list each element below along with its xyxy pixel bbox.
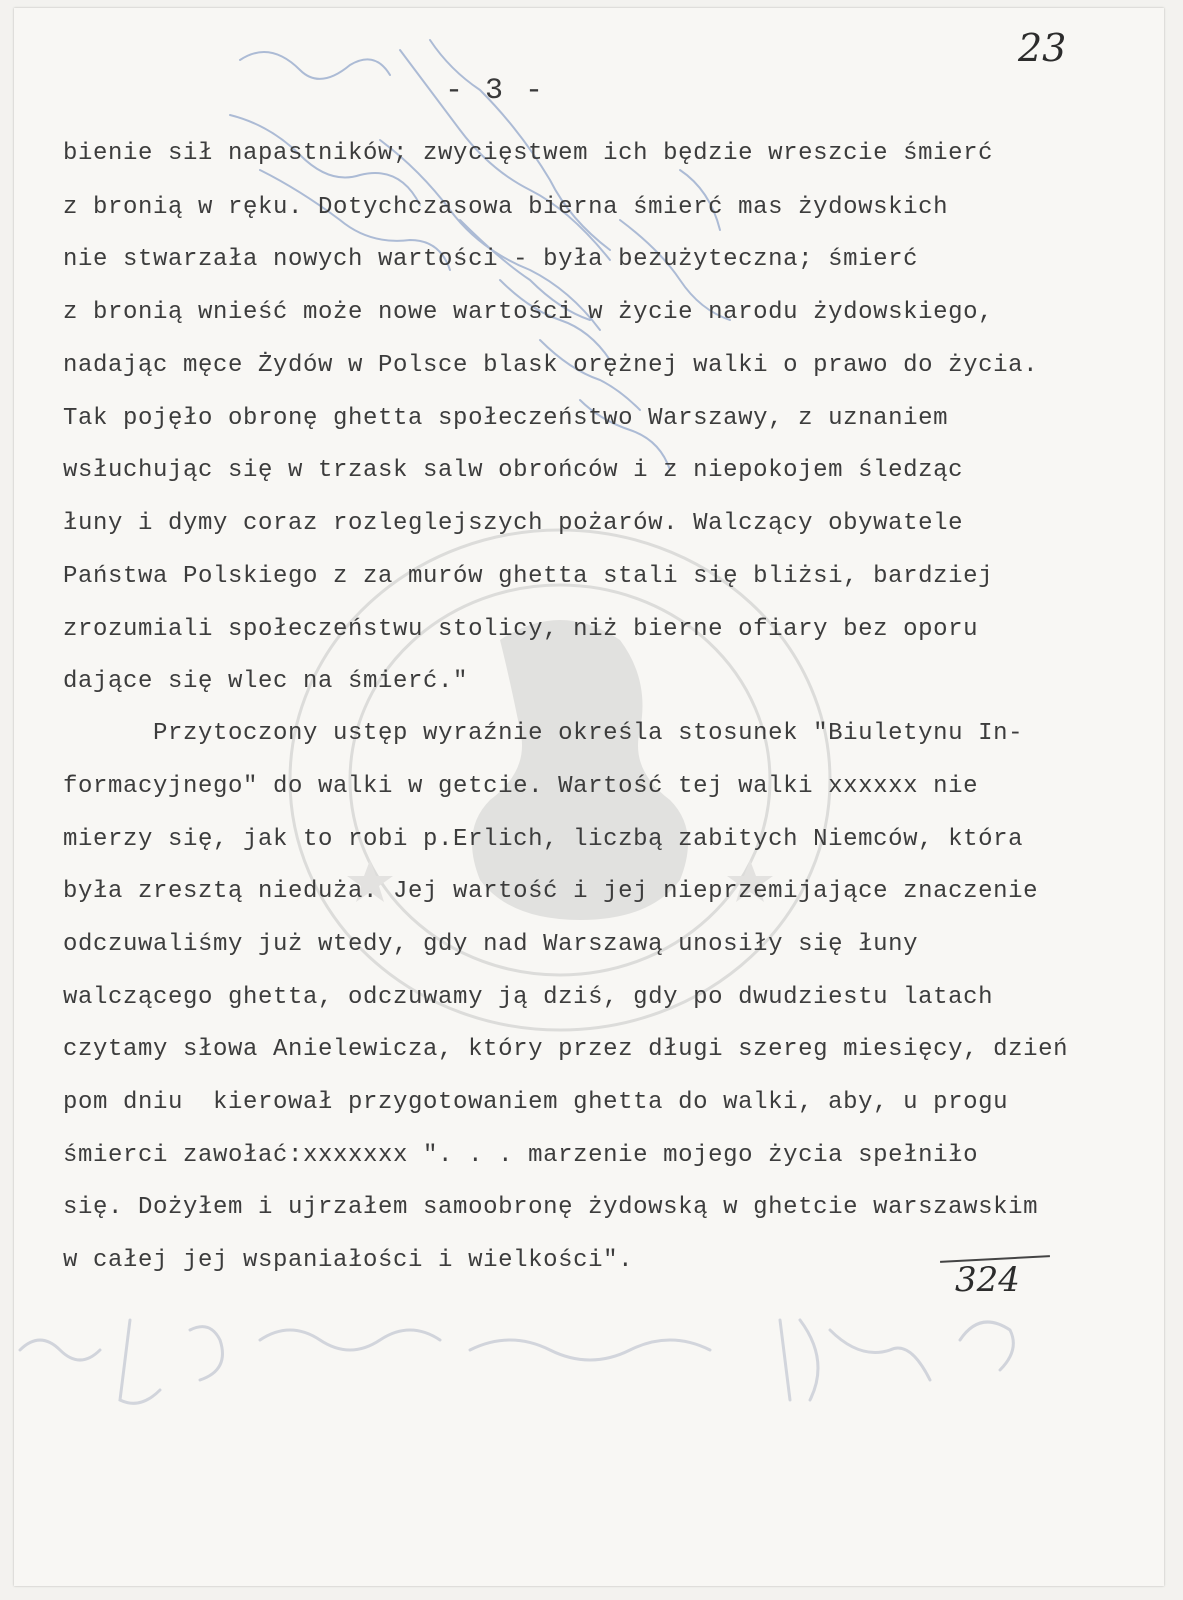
text-line: bienie sił napastników; zwycięstwem ich będzie wreszcie śmierć: [63, 140, 994, 167]
text-line: była zresztą nieduża. Jej wartość i jej nieprzemijające znaczenie: [63, 878, 1039, 905]
text-line: odczuwaliśmy już wtedy, gdy nad Warszawą unosiły się łuny: [63, 931, 919, 958]
text-line: formacyjnego" do walki w getcie. Wartość tej walki xxxxxx nie: [63, 773, 979, 800]
text-line: Państwa Polskiego z za murów ghetta stali się bliżsi, bardziej: [63, 563, 994, 590]
text-line: pom dniu kierował przygotowaniem ghetta do walki, aby, u progu: [63, 1089, 1009, 1116]
text-line: z bronią w ręku. Dotychczasowa bierna śmierć mas żydowskich: [63, 194, 949, 221]
text-line: nie stwarzała nowych wartości - była bezużyteczna; śmierć: [63, 246, 919, 273]
folio-mark: 23: [1018, 26, 1067, 70]
text-line: z bronią wnieść może nowe wartości w życie narodu żydowskiego,: [63, 299, 994, 326]
text-line: w całej jej wspaniałości i wielkości".: [63, 1247, 634, 1274]
text-line: czytamy słowa Anielewicza, który przez długi szereg miesięcy, dzień: [63, 1036, 1069, 1063]
text-line: wsłuchując się w trzask salw obrońców i z niepokojem śledząc: [63, 457, 964, 484]
text-line: łuny i dymy coraz rozleglejszych pożarów. Walczący obywatele: [63, 510, 964, 537]
text-line: walczącego ghetta, odczuwamy ją dziś, gdy po dwudziestu latach: [63, 984, 994, 1011]
text-line: Przytoczony ustęp wyraźnie określa stosunek "Biuletynu In-: [33, 720, 1024, 747]
text-line: się. Dożyłem i ujrzałem samoobronę żydowską w ghetcie warszawskim: [63, 1194, 1039, 1221]
text-line: śmierci zawołać:xxxxxxx ". . . marzenie mojego życia spełniło: [63, 1142, 979, 1169]
text-line: nadając męce Żydów w Polsce blask orężnej walki o prawo do życia.: [63, 352, 1039, 379]
text-line: zrozumiali społeczeństwu stolicy, niż bierne ofiary bez oporu: [63, 616, 979, 643]
text-line: mierzy się, jak to robi p.Erlich, liczbą zabitych Niemców, która: [63, 826, 1024, 853]
text-line: Tak pojęło obronę ghetta społeczeństwo Warszawy, z uznaniem: [63, 405, 949, 432]
handwritten-page-count: 324: [955, 1260, 1020, 1300]
text-line: dające się wlec na śmierć.": [63, 668, 469, 695]
page-number: - 3 -: [445, 74, 546, 108]
